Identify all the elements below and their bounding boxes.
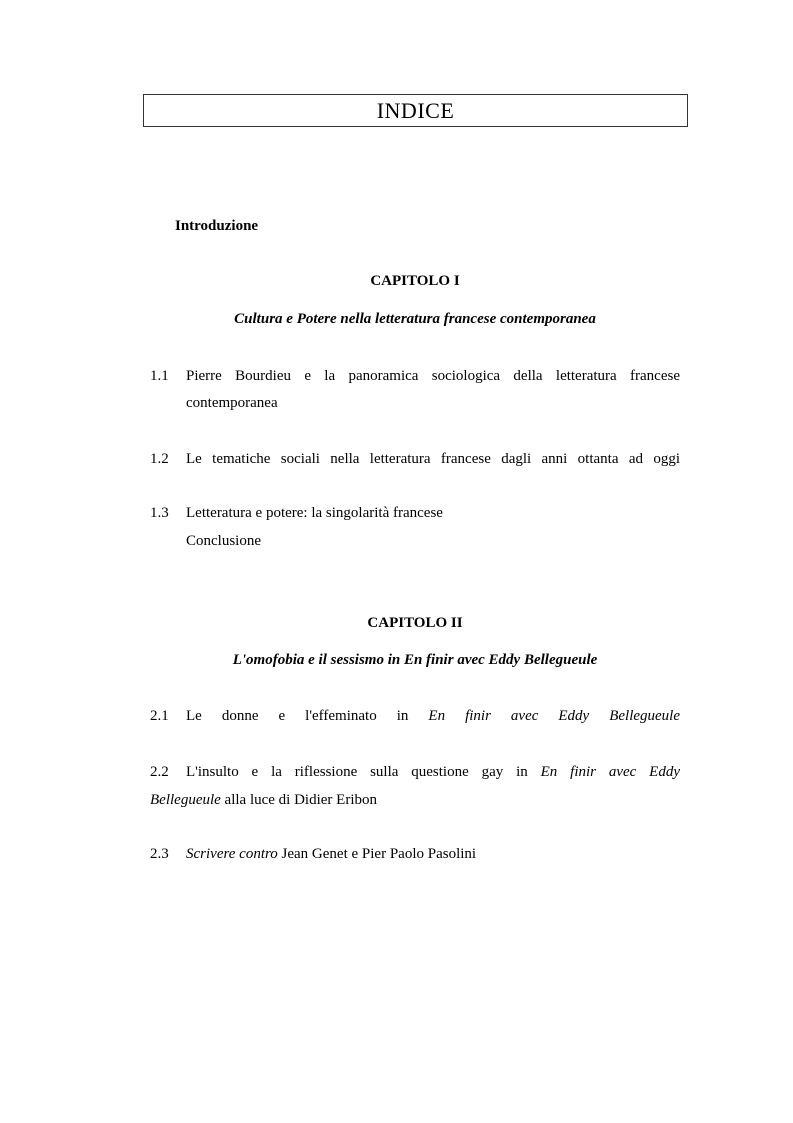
entry-number: 2.2 xyxy=(150,764,169,780)
toc-entry-1-3[interactable] xyxy=(150,499,680,527)
toc-entry-2-2[interactable] xyxy=(150,758,680,786)
entry-text: Le donne e l'effeminato in xyxy=(186,708,409,724)
toc-entry-conclusion[interactable]: Conclusione xyxy=(186,533,261,549)
toc-entry-1-2[interactable] xyxy=(150,445,680,473)
entry-number: 2.1 xyxy=(150,708,169,724)
entry-italic-title: Scrivere contro xyxy=(186,846,278,862)
entry-number: 1.2 xyxy=(150,451,169,467)
entry-italic-title: En finir avec Eddy xyxy=(540,764,680,780)
entry-text: L'insulto e la riflessione sulla questione gay in xyxy=(186,764,528,780)
intro-entry[interactable]: Introduzione xyxy=(175,218,259,234)
entry-number: 2.3 xyxy=(150,846,169,862)
chapter2-heading: CAPITOLO II xyxy=(367,615,463,631)
entry-text: Le tematiche sociali nella letteratura francese dagli anni ottanta ad oggi xyxy=(186,451,680,467)
entry-text: Pierre Bourdieu e la panoramica sociologica della letteratura francese xyxy=(186,368,680,384)
entry-number: 1.3 xyxy=(150,505,169,521)
entry-italic-title-cont: Bellegueule xyxy=(150,792,221,808)
toc-entry-1-1[interactable] xyxy=(150,362,680,390)
entry-text: Letteratura e potere: la singolarità francese xyxy=(186,505,443,521)
chapter1-heading: CAPITOLO I xyxy=(370,273,460,289)
toc-entry-1-1-cont: contemporanea xyxy=(186,395,278,411)
entry-number: 1.1 xyxy=(150,368,169,384)
entry-text: Jean Genet e Pier Paolo Pasolini xyxy=(281,846,477,862)
entry-text-tail: alla luce di Didier Eribon xyxy=(224,792,377,808)
chapter2-subtitle: L'omofobia e il sessismo in En finir avec Eddy Bellegueule xyxy=(232,652,598,668)
toc-entry-2-2-cont xyxy=(150,786,680,814)
toc-entry-2-3[interactable] xyxy=(150,840,680,868)
page-title: INDICE xyxy=(143,94,688,127)
chapter1-subtitle: Cultura e Potere nella letteratura francese contemporanea xyxy=(234,311,596,327)
entry-italic-title: En finir avec Eddy Bellegueule xyxy=(428,708,681,724)
toc-entry-2-1[interactable] xyxy=(150,702,680,730)
